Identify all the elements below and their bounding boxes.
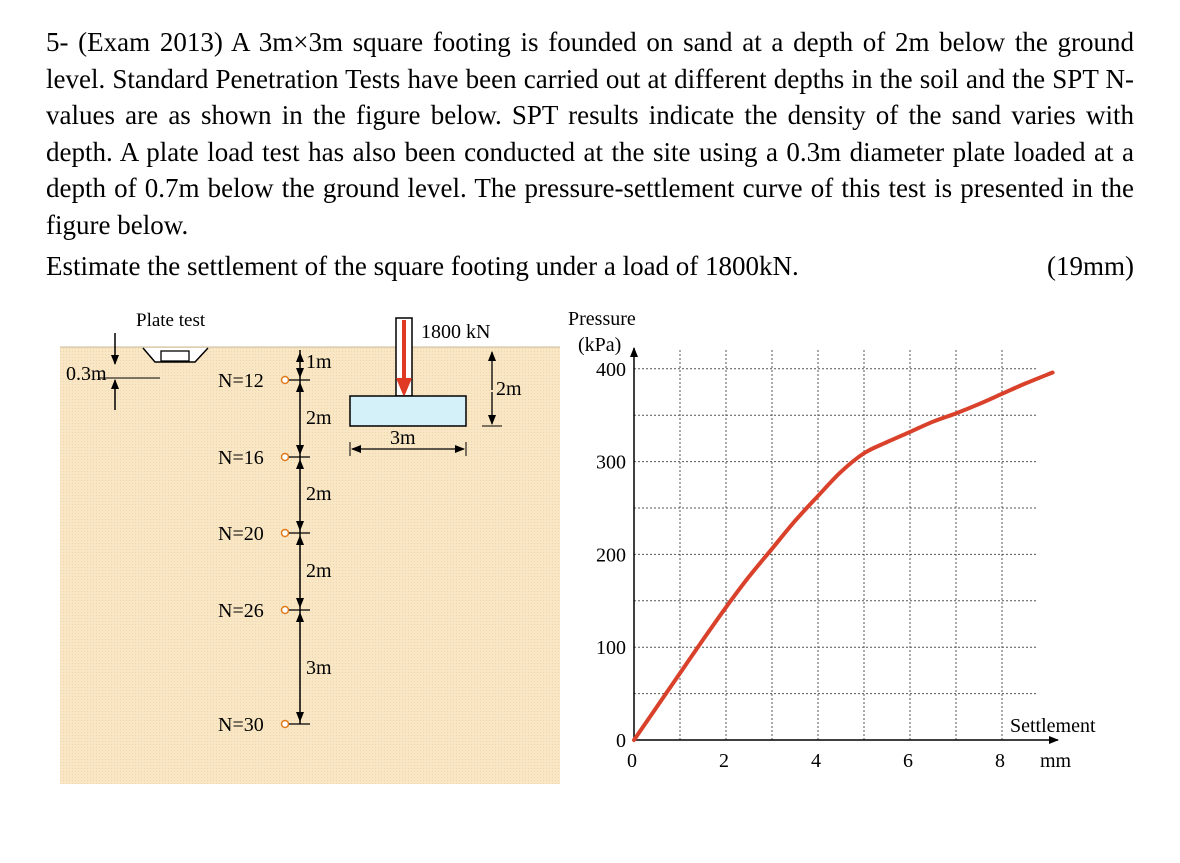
pressure-settlement-curve [634, 373, 1053, 740]
x-tick-label: 6 [903, 750, 913, 772]
x-tick-label: 8 [995, 750, 1005, 772]
plate-depth-label: 0.3m [66, 363, 107, 385]
question-text: Estimate the settlement of the square footing under a load of 1800kN. [46, 251, 799, 281]
spt-layer-thickness: 2m [306, 483, 332, 505]
x-tick-label: 2 [719, 750, 729, 772]
spt-marker [282, 530, 289, 537]
plate-icon [161, 351, 189, 361]
chart-grid [634, 350, 1038, 740]
spt-label: N=20 [218, 523, 264, 545]
spt-marker [282, 721, 289, 728]
y-tick-label: 100 [596, 637, 626, 660]
spt-label: N=12 [218, 370, 264, 392]
spt-marker [282, 607, 289, 614]
spt-label: N=30 [218, 714, 264, 736]
soil-profile [60, 310, 560, 784]
spt-marker [282, 377, 289, 384]
y-axis-unit: (kPa) [578, 334, 622, 356]
x-axis-label: Settlement [1010, 715, 1096, 737]
answer-text: (19mm) [1047, 251, 1134, 281]
y-tick-label: 300 [596, 451, 626, 474]
x-tick-label: 4 [811, 750, 821, 772]
y-axis-label: Pressure [568, 308, 636, 330]
spt-label: N=26 [218, 600, 264, 622]
spt-layer-thickness: 1m [306, 351, 332, 373]
y-tick-label: 0 [616, 730, 626, 752]
y-tick-label: 200 [596, 544, 626, 567]
x-tick-label: 0 [627, 750, 637, 772]
pressure-settlement-chart [568, 308, 1096, 772]
spt-marker [282, 454, 289, 461]
plate-test-label: Plate test [136, 310, 206, 331]
x-axis-unit: mm [1040, 750, 1072, 772]
spt-layer-thickness: 2m [306, 560, 332, 582]
spt-label: N=16 [218, 447, 264, 469]
chart-ticks [596, 359, 1005, 772]
y-tick-label: 400 [596, 358, 626, 381]
load-label: 1800 kN [421, 321, 491, 343]
footing [350, 396, 466, 426]
footing-depth-label: 2m [496, 378, 522, 400]
footing-width-label: 3m [390, 427, 416, 449]
spt-layer-thickness: 3m [306, 657, 332, 679]
problem-text: 5- (Exam 2013) A 3m×3m square footing is founded on sand at a depth of 2m below the ground level. Standard Penetration Tests have been carried out at different depths in the soil and the SPT N-values are as shown in the figure below. SPT results indicate the density of the sand varies with depth. A plate load test has also been conducted at the site using a 0.3m diameter plate loaded at a depth of 0.7m below the ground level. The pressure-settlement curve of this test is presented in the figure below. [46, 27, 1134, 240]
spt-layer-thickness: 2m [306, 407, 332, 429]
